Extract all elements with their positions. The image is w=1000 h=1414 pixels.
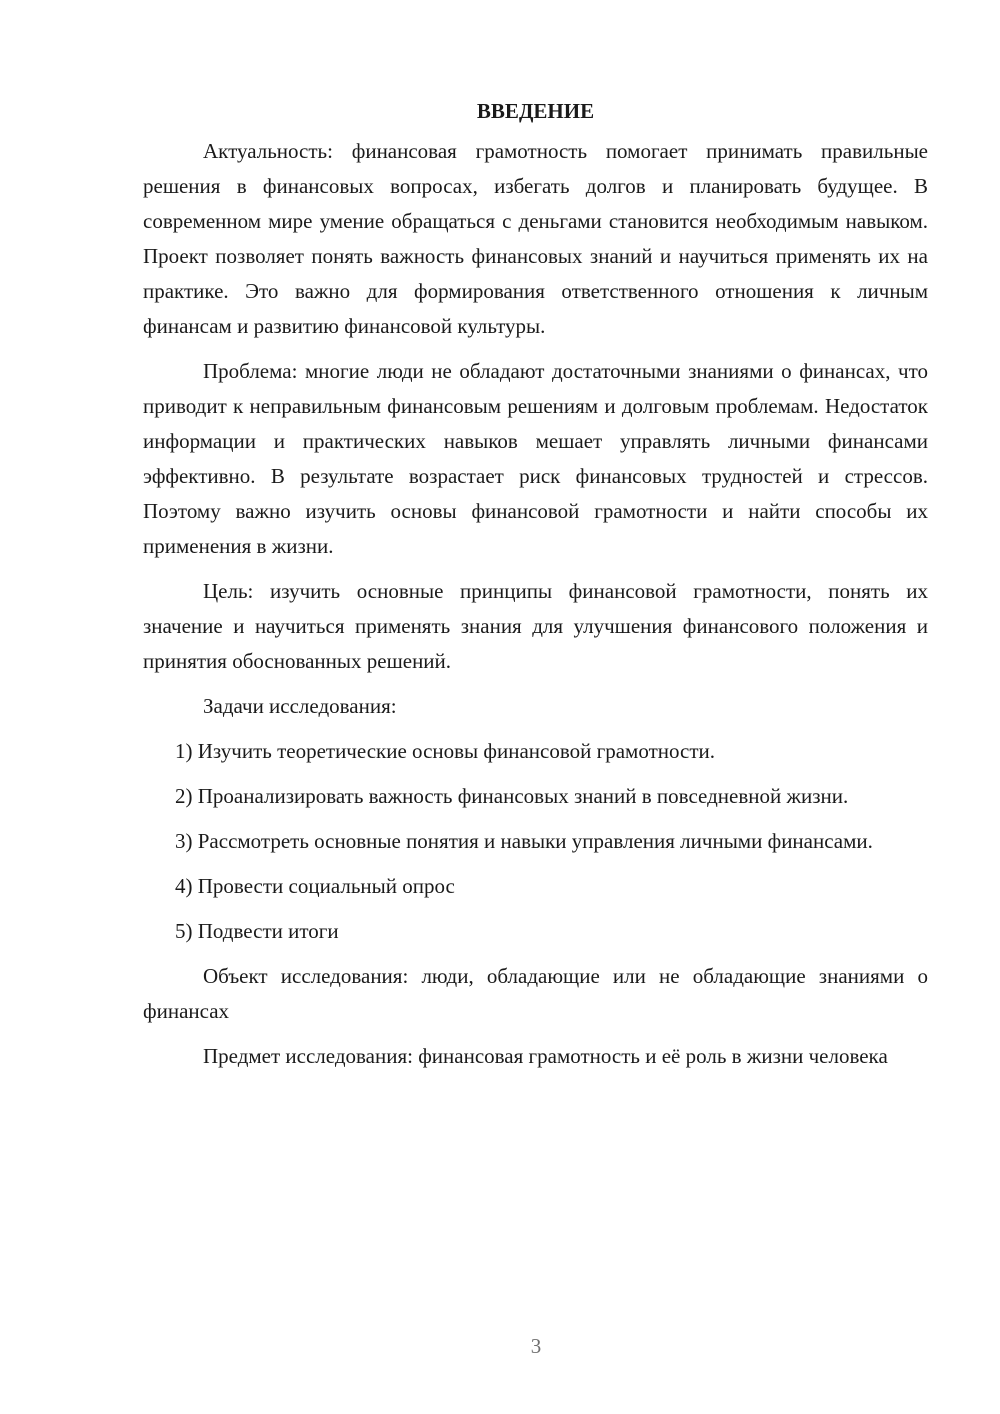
task-item-2: 2) Проанализировать важность финансовых знаний в повседневной жизни.: [175, 784, 849, 808]
paragraph-problem: Проблема: многие люди не обладают достаточными знаниями о финансах, что приводит к неправильным финансовым решениям и долговым проблемам. Недостаток информации и практических навыков мешает управлять личными финансами эффективно. В результате возрастает риск финансовых трудностей и стрессов. Поэтому важно изучить основы финансовой грамотности и найти способы их применения в жизни.: [143, 359, 928, 558]
paragraph-relevance: Актуальность: финансовая грамотность помогает принимать правильные решения в финансовых вопросах, избегать долгов и планировать будущее. В современном мире умение обращаться с деньгами становится необходимым навыком. Проект позволяет понять важность финансовых знаний и научиться применять их на практике. Это важно для формирования ответственного отношения к личным финансам и развитию финансовой культуры.: [143, 139, 928, 338]
task-item-3: 3) Рассмотреть основные понятия и навыки управления личными финансами.: [175, 829, 873, 853]
task-item-1: 1) Изучить теоретические основы финансовой грамотности.: [175, 739, 715, 763]
paragraph-object: Объект исследования: люди, обладающие или не обладающие знаниями о финансах: [143, 964, 928, 1023]
paragraph-subject: Предмет исследования: финансовая грамотность и её роль в жизни человека: [203, 1044, 888, 1068]
paragraph-goal: Цель: изучить основные принципы финансовой грамотности, понять их значение и научиться применять знания для улучшения финансового положения и принятия обоснованных решений.: [143, 579, 928, 673]
page-content: [143, 94, 928, 1074]
task-item-4: 4) Провести социальный опрос: [175, 874, 455, 898]
task-item-5: 5) Подвести итоги: [175, 919, 339, 943]
section-heading: ВВЕДЕНИЕ: [476, 99, 595, 123]
page-number: 3: [530, 1334, 542, 1358]
tasks-title: Задачи исследования:: [203, 694, 397, 718]
